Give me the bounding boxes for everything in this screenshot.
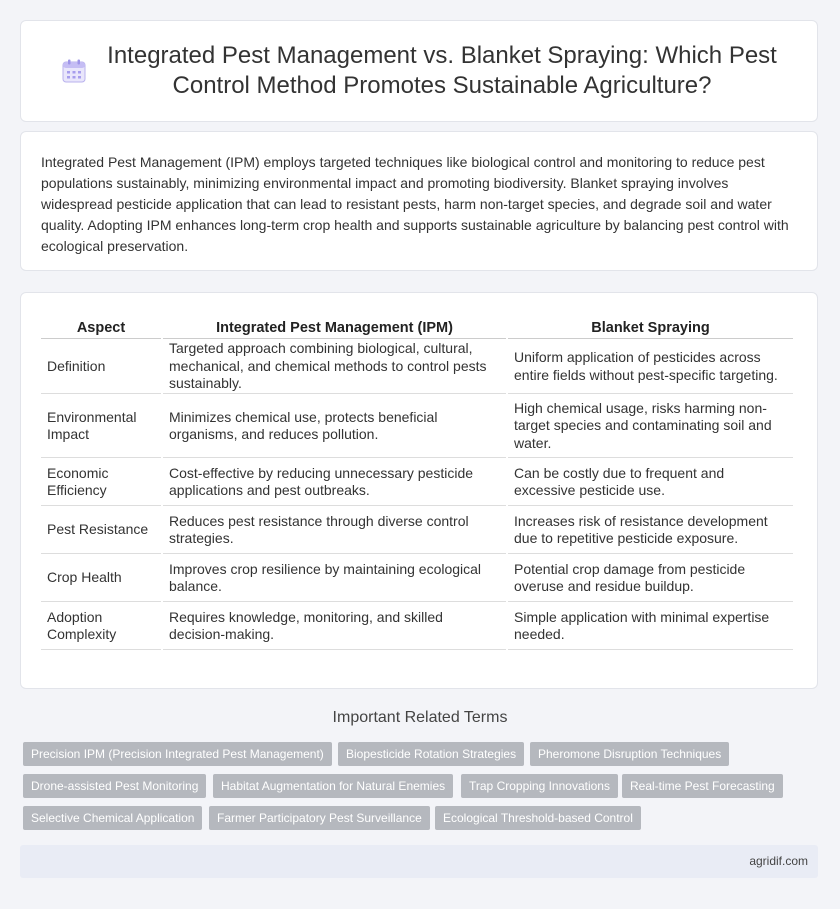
related-tag[interactable]: Precision IPM (Precision Integrated Pest Management) [23,742,332,766]
cell-blanket: Increases risk of resistance development due to repetitive pesticide exposure. [508,507,793,554]
related-tag[interactable]: Real-time Pest Forecasting [622,774,783,798]
comparison-table [39,313,795,651]
cell-ipm: Improves crop resilience by maintaining ecological balance. [163,555,506,602]
cell-blanket: Uniform application of pesticides across entire fields without pest-specific targeting. [508,340,793,394]
table-row [41,603,793,650]
cell-blanket: High chemical usage, risks harming non-target species and contaminating soil and water. [508,395,793,458]
footer-site[interactable]: agridif.com [749,854,808,868]
related-tag[interactable]: Ecological Threshold-based Control [435,806,641,830]
related-tag[interactable]: Farmer Participatory Pest Surveillance [209,806,430,830]
cell-blanket: Can be costly due to frequent and excessive pesticide use. [508,459,793,506]
cell-aspect: Environmental Impact [41,395,161,458]
summary-text: Integrated Pest Management (IPM) employs targeted techniques like biological control and monitoring to reduce pest populations sustainably, minimizing environmental impact and promoting biodiversity. Blanket spraying involves widespread pesticide application that can lead to resistant pests, harm non-target species, and degrade soil and water quality. Adopting IPM enhances long-term crop health and supports sustainable agriculture by balancing pest control with ecological preservation. [41,154,789,254]
cell-ipm: Requires knowledge, monitoring, and skilled decision-making. [163,603,506,650]
cell-ipm: Reduces pest resistance through diverse control strategies. [163,507,506,554]
table-row [41,507,793,554]
related-tag[interactable]: Selective Chemical Application [23,806,202,830]
cell-aspect: Definition [41,340,161,394]
table-header-row [41,314,793,339]
cell-blanket: Potential crop damage from pesticide overuse and residue buildup. [508,555,793,602]
cell-ipm: Minimizes chemical use, protects beneficial organisms, and reduces pollution. [163,395,506,458]
table-row [41,459,793,506]
table-row [41,340,793,394]
related-tag[interactable]: Habitat Augmentation for Natural Enemies [213,774,453,798]
calendar-icon [61,58,87,84]
related-terms-title: Important Related Terms [332,709,508,726]
cell-ipm: Cost-effective by reducing unnecessary pesticide applications and pest outbreaks. [163,459,506,506]
table-row [41,555,793,602]
footer [20,845,818,878]
header-blanket: Blanket Spraying [508,314,793,339]
header-aspect: Aspect [41,314,161,339]
page-title: Integrated Pest Management vs. Blanket Spraying: Which Pest Control Method Promotes Sustainable Agriculture? [107,42,777,99]
comparison-card [20,292,818,689]
header-ipm: Integrated Pest Management (IPM) [163,314,506,339]
cell-aspect: Economic Efficiency [41,459,161,506]
table-row [41,395,793,458]
related-tag[interactable]: Drone-assisted Pest Monitoring [23,774,206,798]
cell-aspect: Adoption Complexity [41,603,161,650]
related-tag[interactable]: Trap Cropping Innovations [461,774,618,798]
title-card [20,20,818,122]
related-tag[interactable]: Biopesticide Rotation Strategies [338,742,524,766]
related-tag[interactable]: Pheromone Disruption Techniques [530,742,729,766]
cell-blanket: Simple application with minimal expertise needed. [508,603,793,650]
summary-card [20,131,818,271]
cell-aspect: Pest Resistance [41,507,161,554]
cell-aspect: Crop Health [41,555,161,602]
cell-ipm: Targeted approach combining biological, cultural, mechanical, and chemical methods to control pests sustainably. [163,340,506,394]
